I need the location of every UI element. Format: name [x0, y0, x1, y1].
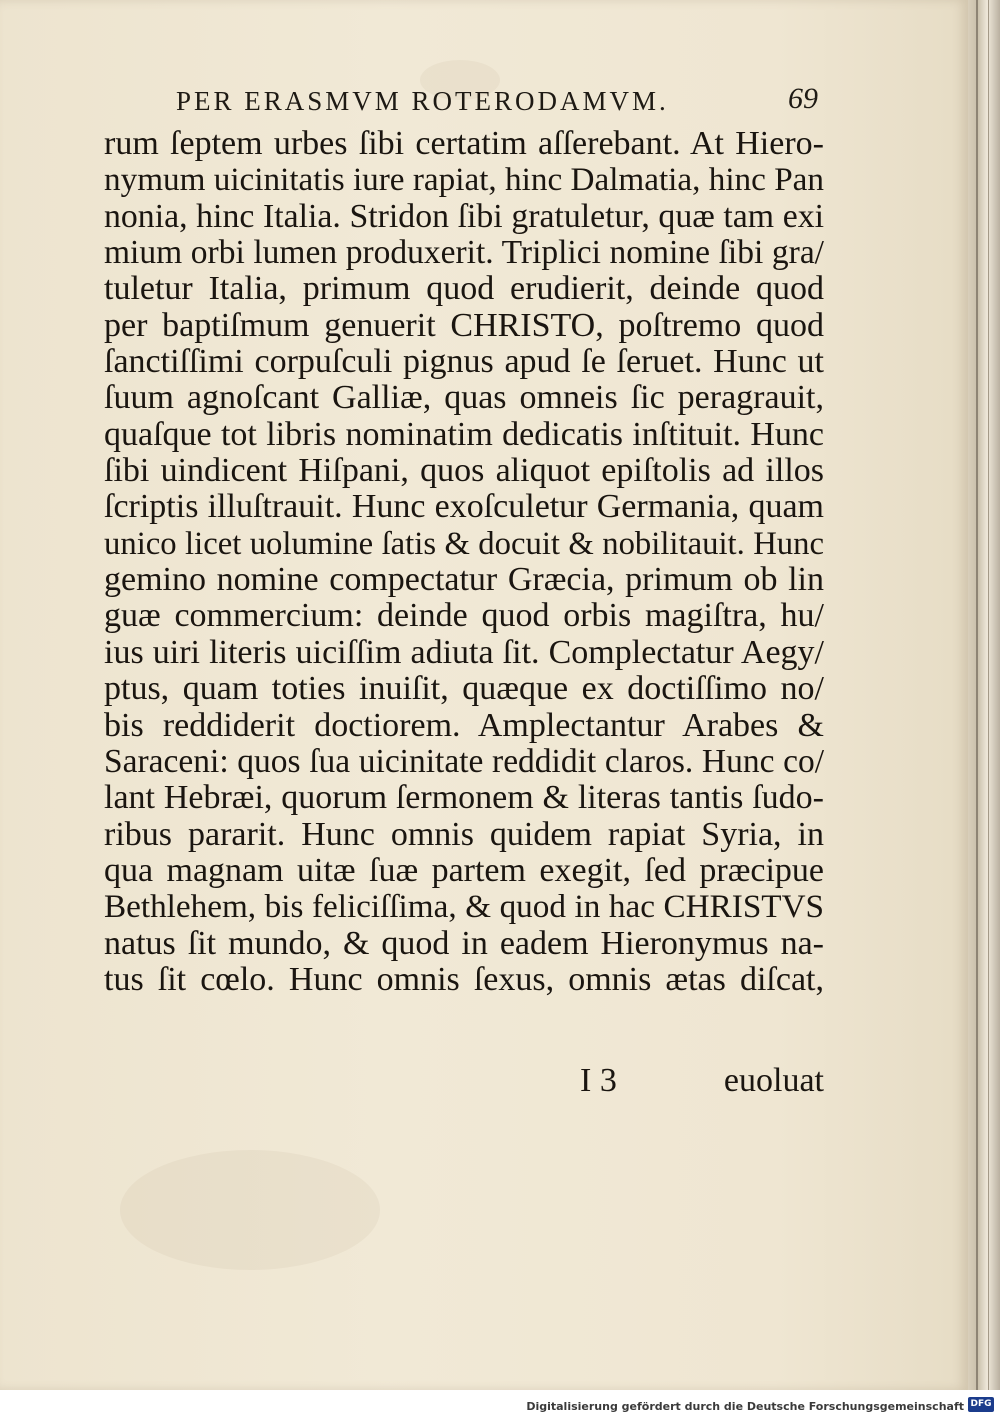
signature-mark: I 3 [580, 1062, 617, 1099]
text-line: natus ſit mundo, & quod in eadem Hieronymus na- [104, 924, 824, 962]
text-line: ſanctiſſimi corpuſculi pignus apud ſe ſeruet. Hunc ut [104, 343, 824, 381]
page-fold [976, 0, 978, 1390]
text-line: unico licet uolumine ſatis & docuit & nobilitauit. Hunc [104, 525, 824, 562]
catchword: euoluat [723, 1062, 824, 1099]
text-line: lant Hebræi, quorum ſermonem & literas tantis ſudo- [104, 779, 824, 817]
text-line: quaſque tot libris nominatim dedicatis inſtituit. Hunc [104, 415, 824, 453]
dfg-logo-icon: DFG [968, 1397, 994, 1412]
page-number: 69 [788, 82, 818, 115]
text-line: ſcriptis illuſtrauit. Hunc exoſculetur Germania, quam [104, 488, 824, 526]
page-fold [988, 0, 989, 1390]
footer-credit: Digitalisierung gefördert durch die Deutsche Forschungsgemeinschaft [526, 1400, 964, 1413]
text-line: ſibi uindicent Hiſpani, quos aliquot epiſtolis ad illos [104, 452, 824, 490]
text-line: tuletur Italia, primum quod erudierit, deinde quod [104, 270, 824, 308]
paper-stain [120, 1150, 380, 1270]
text-line: Saraceni: quos ſua uicinitate reddidit claros. Hunc co/ [104, 742, 824, 780]
text-line: bis reddiderit doctiorem. Amplectantur Arabes & [104, 706, 824, 744]
text-line: guæ commercium: deinde quod orbis magiſtra, hu/ [104, 597, 824, 635]
text-line: ribus pararit. Hunc omnis quidem rapiat Syria, in [104, 815, 824, 853]
text-line: nymum uicinitatis iure rapiat, hinc Dalmatia, hinc Pan [104, 161, 824, 199]
text-line: mium orbi lumen produxerit. Triplici nomine ſibi gra/ [104, 234, 824, 272]
running-head: PER ERASMVM ROTERODAMVM. [176, 86, 669, 116]
text-line: ptus, quam toties inuiſit, quæque ex doctiſſimo no/ [104, 670, 824, 708]
text-line: ſuum agnoſcant Galliæ, quas omneis ſic peragrauit, [104, 379, 824, 417]
text-line: Bethlehem, bis feliciſſima, & quod in hac CHRISTVS [104, 888, 824, 926]
page-edge [968, 0, 1000, 1390]
text-line: per baptiſmum genuerit CHRISTO, poſtremo quod [104, 306, 824, 344]
body-text [104, 126, 824, 998]
text-line: rum ſeptem urbes ſibi certatim aſſerebant. At Hiero- [104, 125, 824, 162]
text-line: qua magnam uitæ ſuæ partem exegit, ſed præcipue [104, 851, 824, 889]
text-line: tus ſit cœlo. Hunc omnis ſexus, omnis ætas diſcat, [104, 960, 824, 998]
text-line: nonia, hinc Italia. Stridon ſibi gratuletur, quæ tam exi [104, 197, 824, 235]
text-line: ius uiri literis uiciſſim adiuta ſit. Complectatur Aegy/ [104, 633, 824, 671]
text-line: gemino nomine compectatur Græcia, primum ob lin [104, 561, 824, 599]
